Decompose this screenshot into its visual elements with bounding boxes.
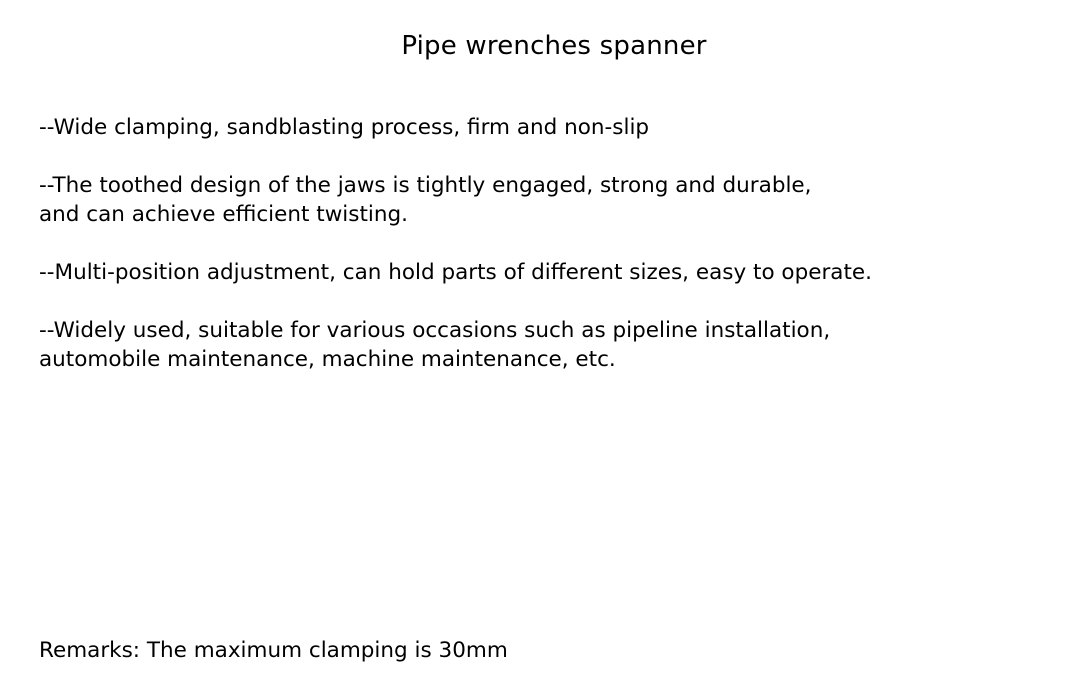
feature-item-widely-used <box>39 316 1059 374</box>
feature-line: --Wide clamping, sandblasting process, firm and non-slip <box>39 115 650 140</box>
feature-line: --Widely used, suitable for various occasions such as pipeline installation, <box>39 318 831 343</box>
remarks-note: Remarks: The maximum clamping is 30mm <box>39 638 508 663</box>
feature-item-toothed-jaws <box>39 171 1059 229</box>
feature-line: --Multi-position adjustment, can hold parts of different sizes, easy to operate. <box>39 260 872 285</box>
feature-line: automobile maintenance, machine maintenance, etc. <box>39 347 616 372</box>
feature-line: --The toothed design of the jaws is tightly engaged, strong and durable, <box>39 173 812 198</box>
document-title: Pipe wrenches spanner <box>401 31 707 61</box>
feature-item-multi-position <box>39 258 1059 287</box>
feature-list <box>39 113 1059 403</box>
feature-line: and can achieve efficient twisting. <box>39 202 408 227</box>
feature-item-wide-clamping <box>39 113 1059 142</box>
